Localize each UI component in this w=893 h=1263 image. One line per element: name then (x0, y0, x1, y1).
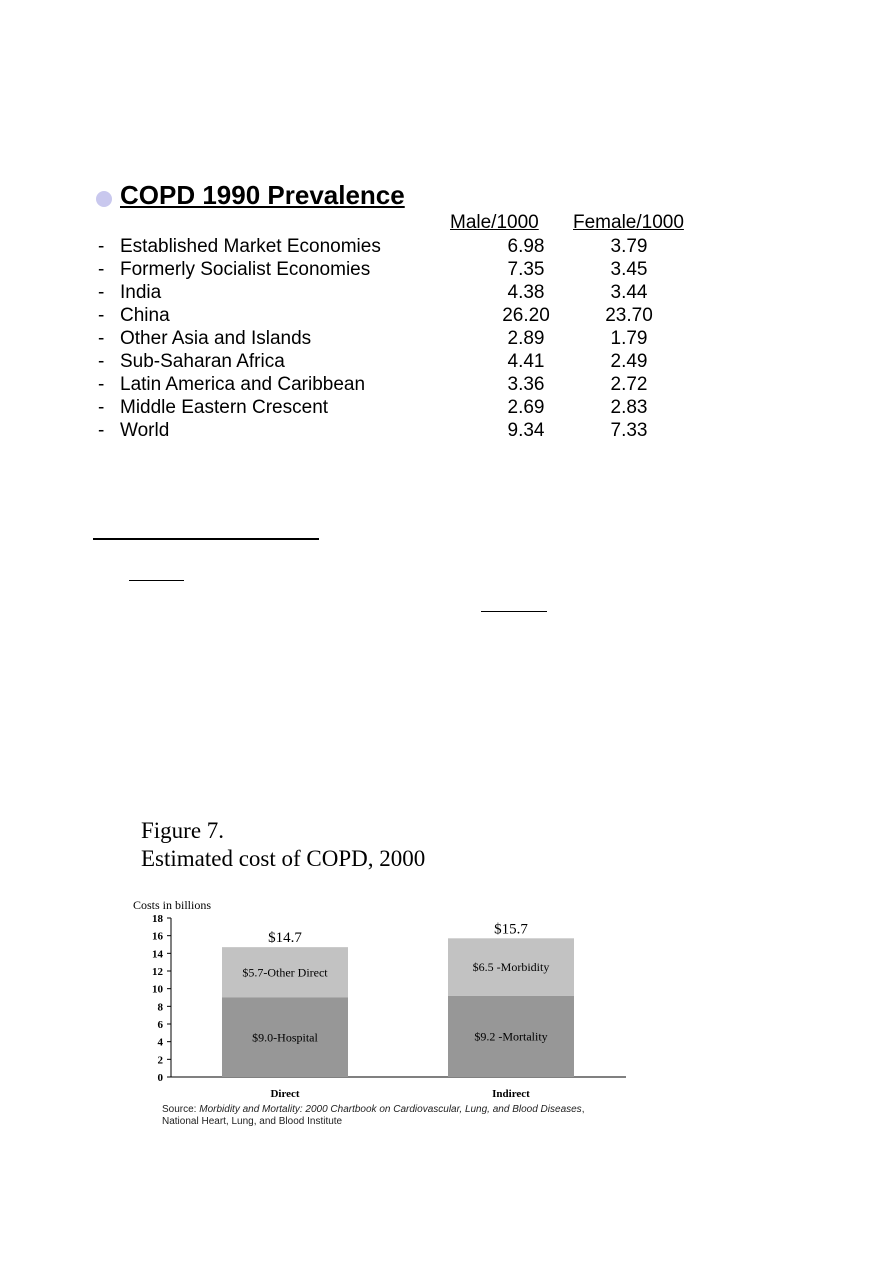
column-header-male: Male/1000 (450, 212, 539, 233)
row-dash: - (98, 420, 105, 441)
region-name: Other Asia and Islands (120, 328, 312, 349)
region-name: World (120, 420, 170, 441)
female-value: 2.49 (610, 351, 648, 372)
source-title: Morbidity and Mortality: 2000 Chartbook on Cardiovascular, Lung, and Blood Diseases (199, 1104, 582, 1115)
female-value: 3.44 (610, 282, 648, 303)
female-value: 23.70 (605, 305, 653, 326)
footnote-rule (93, 538, 319, 540)
female-value: 3.45 (610, 259, 648, 280)
prevalence-row (96, 351, 736, 374)
female-value: 2.83 (610, 397, 648, 418)
y-tick-label: 6 (157, 1019, 163, 1031)
male-value: 2.69 (507, 397, 545, 418)
region-name: Established Market Economies (120, 236, 381, 257)
x-category-label: Direct (270, 1088, 300, 1100)
bar-total-label: $15.7 (494, 921, 528, 938)
region-name: Formerly Socialist Economies (120, 259, 371, 280)
row-dash: - (98, 374, 105, 395)
source-publisher: , National Heart, Lung, and Blood Institute (162, 1104, 585, 1127)
prevalence-row (96, 420, 736, 443)
female-value: 2.72 (610, 374, 648, 395)
male-value: 3.36 (507, 374, 545, 395)
bar-total-label: $14.7 (268, 930, 302, 947)
column-header-female: Female/1000 (573, 212, 684, 233)
prevalence-row (96, 305, 736, 328)
row-dash: - (98, 351, 105, 372)
bar-segment-label: $6.5 -Morbidity (472, 960, 550, 975)
prevalence-row (96, 397, 736, 420)
female-value: 3.79 (610, 236, 648, 257)
male-value: 4.38 (507, 282, 545, 303)
prevalence-table (96, 236, 736, 443)
row-dash: - (98, 282, 105, 303)
y-tick-label: 10 (152, 983, 163, 996)
male-value: 7.35 (507, 259, 545, 280)
region-name: Middle Eastern Crescent (120, 397, 329, 418)
y-tick-label: 16 (152, 930, 163, 943)
female-value: 1.79 (610, 328, 648, 349)
region-name: India (120, 282, 162, 303)
chart-source (162, 1104, 622, 1128)
figure-title: Estimated cost of COPD, 2000 (141, 846, 426, 871)
y-tick-label: 18 (152, 913, 163, 925)
row-dash: - (98, 328, 105, 349)
male-value: 6.98 (507, 236, 545, 257)
cost-chart (130, 895, 640, 1103)
prevalence-row (96, 328, 736, 351)
bullet-icon (96, 191, 112, 207)
male-value: 2.89 (507, 328, 545, 349)
row-dash: - (98, 236, 105, 257)
row-dash: - (98, 305, 105, 326)
female-value: 7.33 (610, 420, 648, 441)
figure-number: Figure 7. (141, 818, 225, 843)
figure-caption (141, 817, 425, 873)
male-value: 9.34 (507, 420, 545, 441)
blank-underline (481, 611, 547, 612)
bar-segment-label: $5.7-Other Direct (242, 965, 328, 980)
bar-segment-label: $9.2 -Mortality (474, 1029, 548, 1044)
row-dash: - (98, 259, 105, 280)
x-category-label: Indirect (492, 1088, 530, 1100)
source-prefix: Source: (162, 1104, 200, 1115)
region-name: Sub-Saharan Africa (120, 351, 285, 372)
y-tick-label: 4 (157, 1036, 163, 1049)
region-name: Latin America and Caribbean (120, 374, 366, 395)
y-tick-label: 14 (152, 948, 163, 961)
region-name: China (120, 305, 170, 326)
male-value: 26.20 (502, 305, 550, 326)
blank-underline (129, 580, 184, 581)
y-tick-label: 2 (157, 1054, 163, 1067)
prevalence-row (96, 259, 736, 282)
y-tick-label: 8 (157, 1001, 163, 1014)
bar-segment-label: $9.0-Hospital (252, 1030, 318, 1045)
prevalence-row (96, 236, 736, 259)
prevalence-row (96, 374, 736, 397)
y-axis-label: Costs in billions (133, 898, 212, 912)
prevalence-title: COPD 1990 Prevalence (120, 180, 405, 210)
y-tick-label: 12 (152, 966, 163, 978)
row-dash: - (98, 397, 105, 418)
y-tick-label: 0 (157, 1072, 163, 1084)
male-value: 4.41 (507, 351, 545, 372)
prevalence-row (96, 282, 736, 305)
